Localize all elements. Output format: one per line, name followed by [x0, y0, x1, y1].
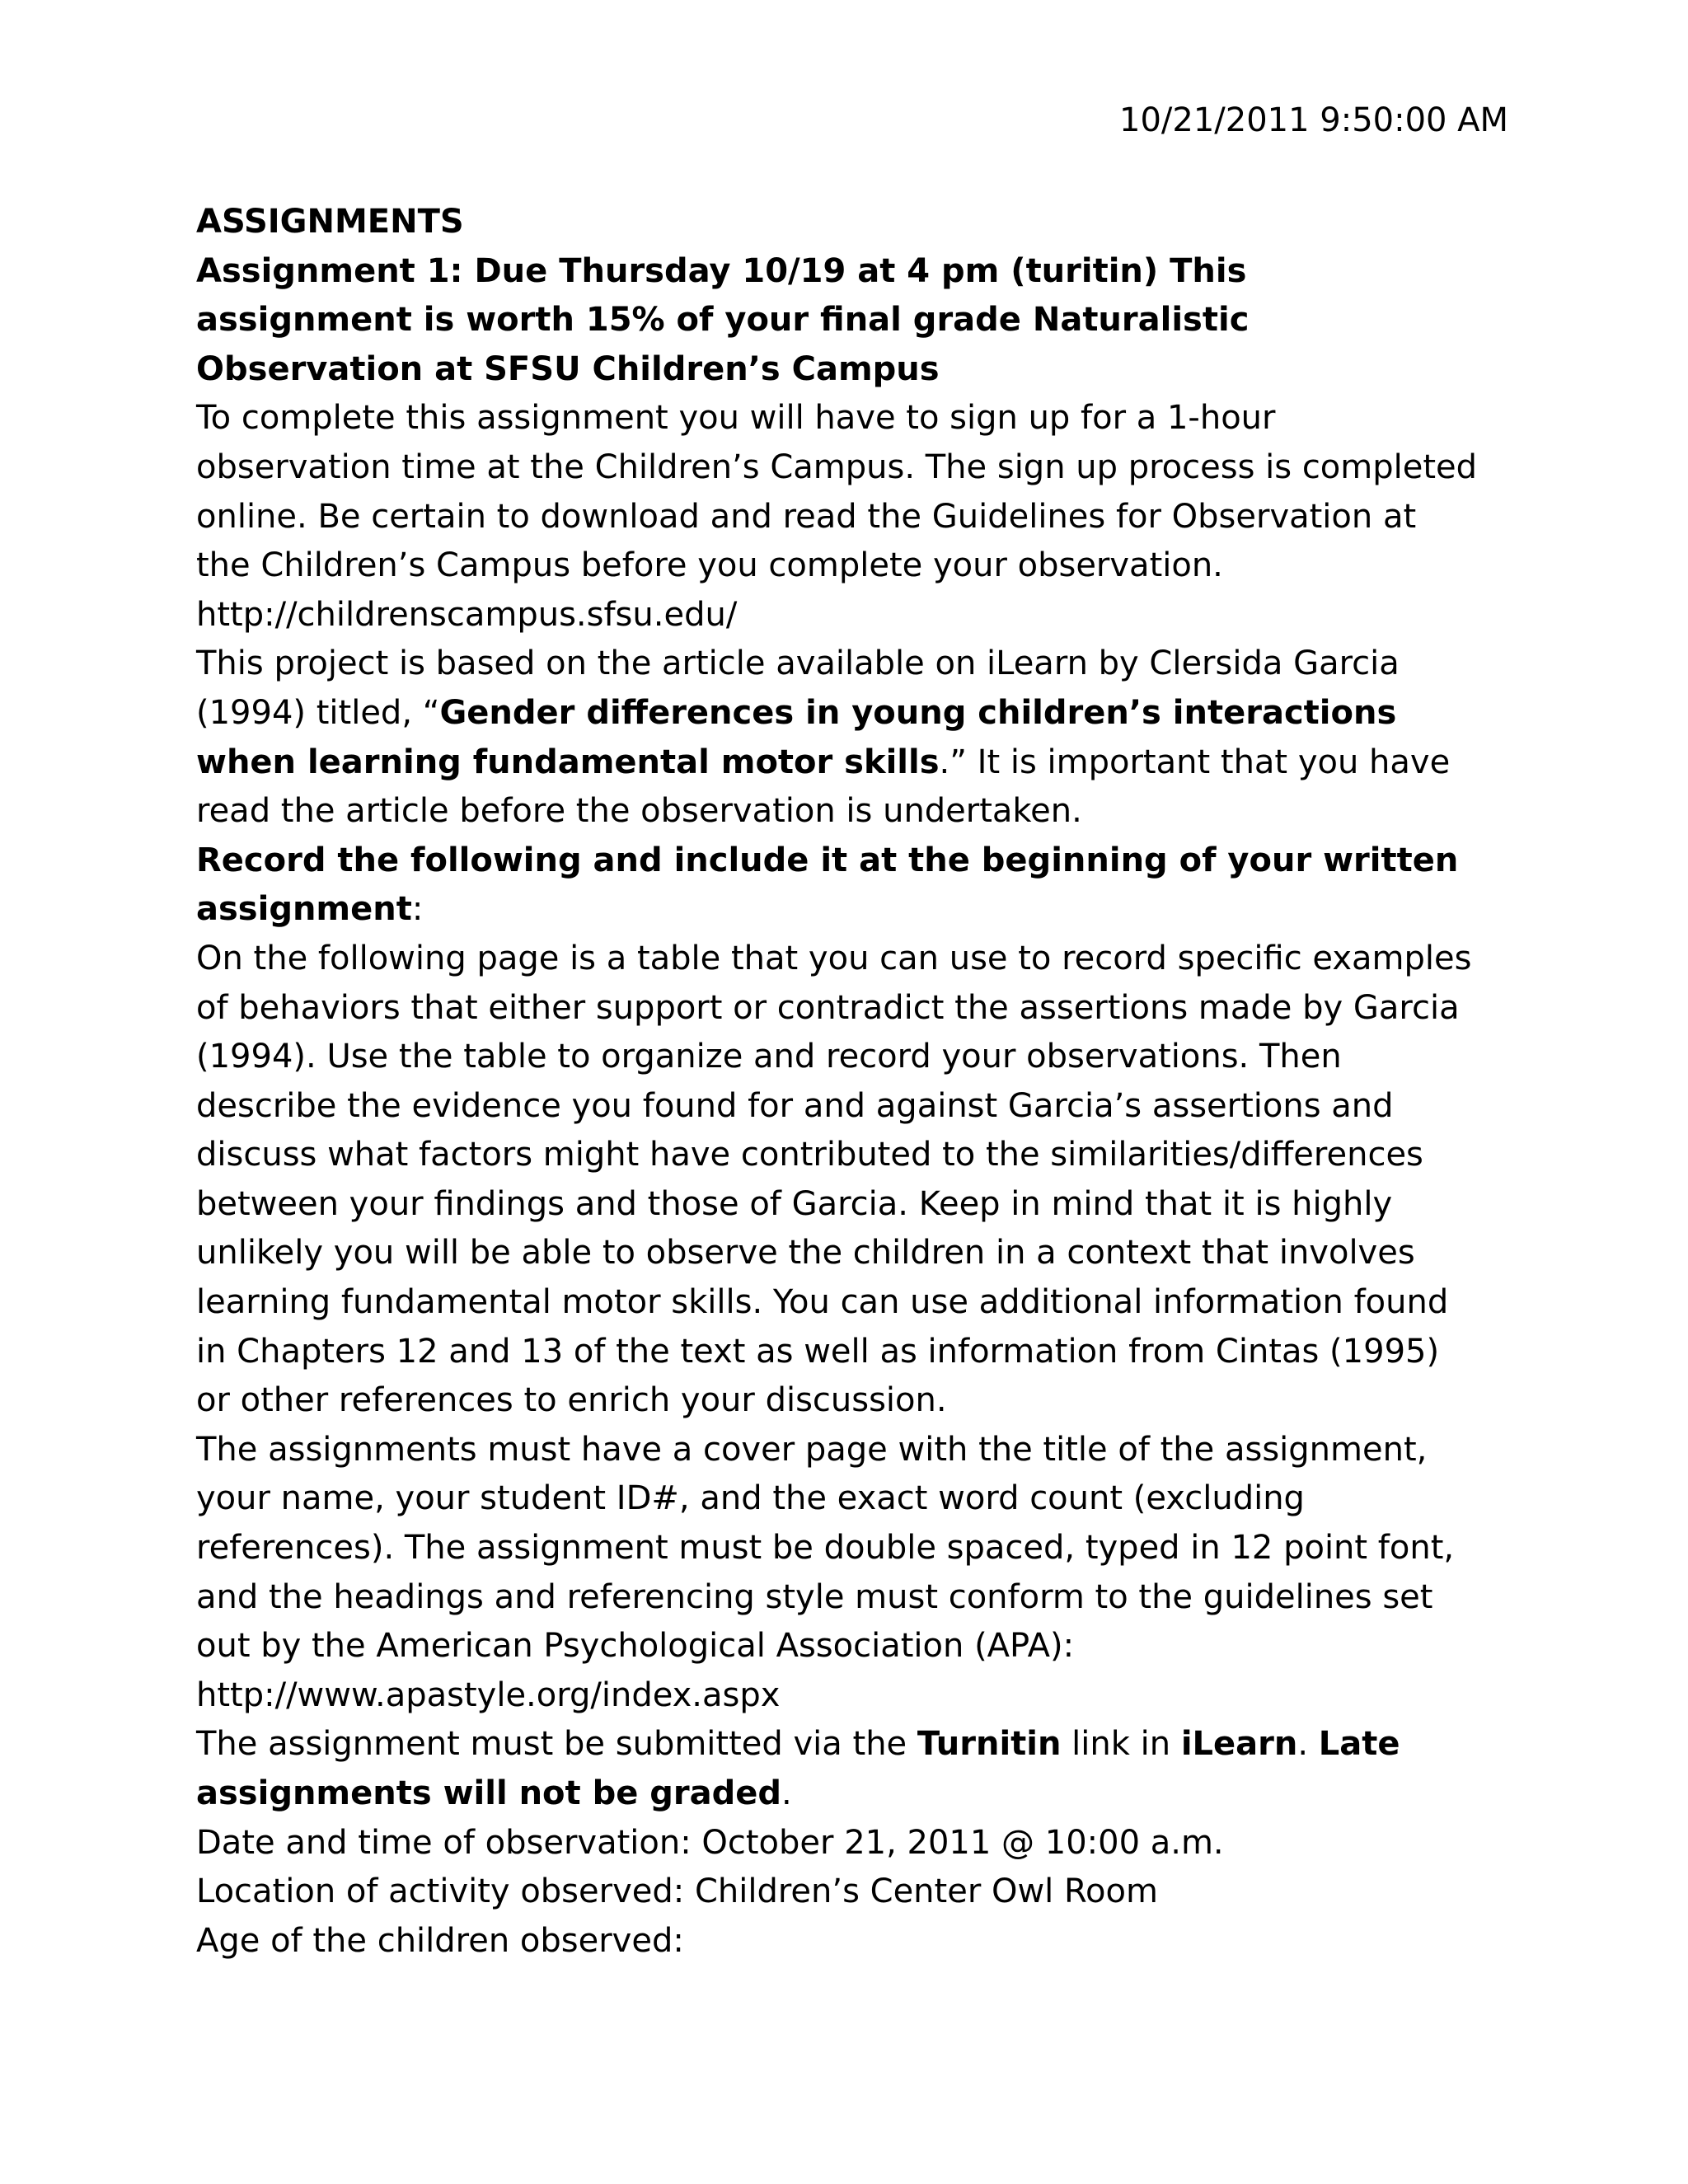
table-instructions-line-1: On the following page is a table that you can use to record specific examples	[196, 939, 1472, 977]
table-instructions-line-2: of behaviors that either support or contradict the assertions made by Garcia	[196, 988, 1460, 1027]
table-instructions-line-10: or other references to enrich your discussion.	[196, 1381, 947, 1420]
article-line-1: This project is based on the article available on iLearn by Clersida Garcia	[196, 644, 1400, 683]
table-instructions-line-8: learning fundamental motor skills. You can use additional information found	[196, 1283, 1449, 1322]
late-warning-part-2: assignments will not be graded	[196, 1774, 782, 1812]
table-instructions-line-4: describe the evidence you found for and against Garcia’s assertions and	[196, 1086, 1394, 1125]
article-line-3	[196, 738, 1515, 788]
submission-text-2: link in	[1061, 1725, 1181, 1764]
record-heading-bold-end: assignment	[196, 890, 412, 929]
article-title-part-1: Gender differences in young children’s interactions	[439, 693, 1397, 732]
campus-url[interactable]: http://childrenscampus.sfsu.edu/	[196, 595, 738, 634]
observation-location: Location of activity observed: Children’s Center Owl Room	[196, 1872, 1158, 1911]
intro-line-3: online. Be certain to download and read the Guidelines for Observation at	[196, 497, 1417, 536]
apa-url[interactable]: http://www.apastyle.org/index.aspx	[196, 1675, 781, 1714]
ilearn-label: iLearn	[1180, 1725, 1298, 1764]
submission-line-2	[196, 1769, 1515, 1819]
section-heading: ASSIGNMENTS	[196, 203, 464, 241]
article-title-part-2: when learning fundamental motor skills	[196, 743, 940, 781]
document-timestamp: 10/21/2011 9:50:00 AM	[1119, 101, 1509, 139]
turnitin-label: Turnitin	[917, 1725, 1062, 1764]
late-warning-part-1: Late	[1318, 1725, 1400, 1764]
submission-line-1	[196, 1720, 1515, 1769]
table-instructions-line-9: in Chapters 12 and 13 of the text as well as information from Cintas (1995)	[196, 1332, 1440, 1371]
submission-end: .	[781, 1774, 792, 1812]
assignment-title-line-1: Assignment 1: Due Thursday 10/19 at 4 pm (turitin) This	[196, 251, 1247, 290]
observation-date-time: Date and time of observation: October 21, 2011 @ 10:00 a.m.	[196, 1823, 1224, 1862]
article-line-2-prefix: (1994) titled, “	[196, 693, 440, 732]
intro-line-1: To complete this assignment you will have to sign up for a 1-hour	[196, 399, 1276, 438]
format-line-4: and the headings and referencing style must conform to the guidelines set	[196, 1577, 1433, 1616]
table-instructions-line-3: (1994). Use the table to organize and record your observations. Then	[196, 1038, 1342, 1076]
intro-line-4: the Children’s Campus before you complete your observation.	[196, 546, 1223, 585]
submission-text-1: The assignment must be submitted via the	[196, 1725, 917, 1764]
assignment-title-line-3: Observation at SFSU Children’s Campus	[196, 349, 940, 388]
format-line-2: your name, your student ID#, and the exact word count (excluding	[196, 1479, 1305, 1518]
format-line-3: references). The assignment must be double spaced, typed in 12 point font,	[196, 1529, 1455, 1568]
table-instructions-line-5: discuss what factors might have contributed to the similarities/differences	[196, 1136, 1423, 1174]
document-body	[196, 198, 1515, 1966]
format-line-5: out by the American Psychological Association (APA):	[196, 1627, 1075, 1666]
table-instructions-line-6: between your findings and those of Garcia. Keep in mind that it is highly	[196, 1184, 1393, 1223]
article-line-3-suffix: .” It is important that you have	[939, 743, 1451, 781]
table-instructions-line-7: unlikely you will be able to observe the children in a context that involves	[196, 1234, 1415, 1272]
article-line-2	[196, 689, 1515, 738]
intro-line-2: observation time at the Children’s Campus. The sign up process is completed	[196, 448, 1478, 486]
record-heading-line-2	[196, 885, 1515, 935]
article-line-4: read the article before the observation is undertaken.	[196, 792, 1082, 831]
submission-text-3: .	[1297, 1725, 1319, 1764]
record-heading-line-1: Record the following and include it at the beginning of your written	[196, 841, 1459, 879]
record-heading-colon: :	[411, 890, 424, 929]
assignment-title-line-2: assignment is worth 15% of your final grade Naturalistic	[196, 301, 1250, 340]
observation-children-age: Age of the children observed:	[196, 1921, 684, 1960]
format-line-1: The assignments must have a cover page with the title of the assignment,	[196, 1430, 1428, 1469]
